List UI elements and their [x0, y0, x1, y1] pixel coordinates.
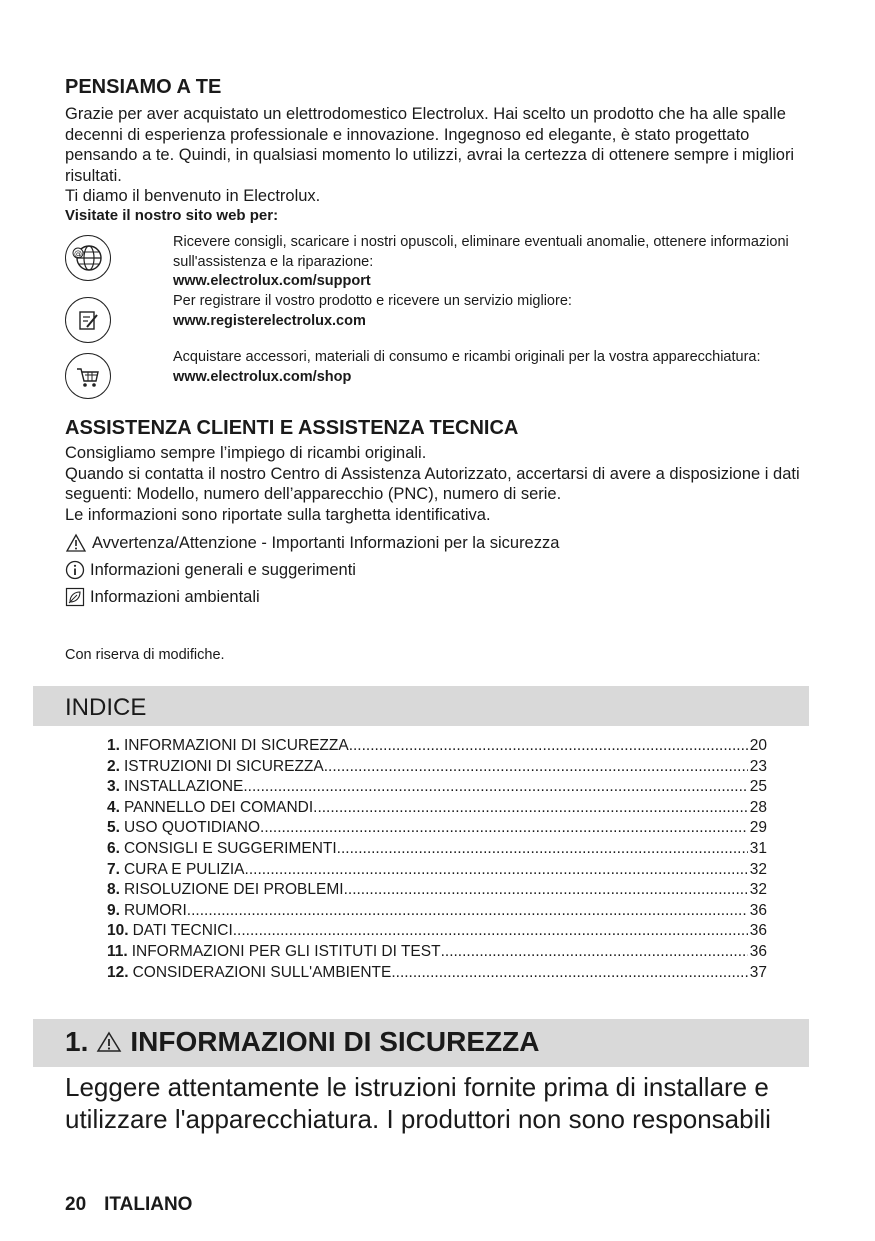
toc-entry-label: RISOLUZIONE DEI PROBLEMI	[123, 881, 344, 899]
web-item-support	[173, 233, 813, 292]
assistance-paragraph: Consigliamo sempre l’impiego di ricambi originali.	[65, 444, 427, 462]
toc-entry-number: 8.	[107, 881, 120, 899]
table-of-contents	[107, 737, 767, 984]
toc-leader-dots	[245, 861, 748, 879]
assistance-text	[65, 443, 825, 525]
toc-leader-dots	[337, 840, 748, 858]
safety-section-number: 1.	[65, 1026, 89, 1057]
web-item-support-text: Ricevere consigli, scaricare i nostri opuscoli, eliminare eventuali anomalie, ottenere informazioni sull'assistenza e la riparazione:	[173, 234, 789, 270]
toc-entry-label: PANNELLO DEI COMANDI	[123, 798, 314, 816]
intro-paragraph: Grazie per aver acquistato un elettrodomestico Electrolux. Hai scelto un prodotto che ha alle spalle decenni di esperienza professionale e innovazione. Ingegnoso ed elegante, è stato progettato pensando a te. Quindi, in qualsiasi momento lo utilizzi, avrai la certezza di ottenere sempre i migliori risultati.	[65, 105, 795, 185]
web-item-shop-text: Acquistare accessori, materiali di consumo e ricambi originali per la vostra apparecchiatura:	[173, 349, 761, 365]
page-number: 20	[65, 1194, 87, 1215]
toc-entry-page: 37	[749, 963, 767, 981]
legend-environment	[65, 587, 260, 607]
toc-entry-page: 32	[749, 881, 767, 899]
toc-entry[interactable]	[107, 964, 767, 985]
toc-entry-label: CONSIGLI E SUGGERIMENTI	[123, 839, 337, 857]
toc-entry-page: 20	[749, 737, 767, 754]
toc-leader-dots	[187, 902, 748, 920]
legend-environment-text: Informazioni ambientali	[90, 587, 260, 606]
legend-warning-text: Avvertenza/Attenzione - Importanti Informazioni per la sicurezza	[92, 533, 560, 552]
shop-link[interactable]: www.electrolux.com/shop	[173, 368, 352, 385]
safety-intro-text: Leggere attentamente le istruzioni fornite prima di installare e utilizzare l'apparecchiatura. I produttori non sono responsabili	[65, 1072, 771, 1134]
toc-entry[interactable]	[107, 778, 767, 799]
section-title-assistance: ASSISTENZA CLIENTI E ASSISTENZA TECNICA	[65, 417, 519, 439]
toc-entry[interactable]	[107, 902, 767, 923]
toc-leader-dots	[441, 943, 748, 961]
info-icon	[65, 560, 85, 580]
toc-entry-label: RUMORI	[123, 901, 187, 919]
toc-entry-label: DATI TECNICI	[132, 922, 233, 940]
safety-section-label: INFORMAZIONI DI SICUREZZA	[130, 1026, 540, 1057]
toc-entry[interactable]	[107, 943, 767, 964]
toc-entry-number: 5.	[107, 819, 120, 837]
toc-entry-label: CURA E PULIZIA	[123, 860, 245, 878]
toc-entry-number: 3.	[107, 778, 120, 796]
assistance-paragraph: Le informazioni sono riportate sulla targhetta identificativa.	[65, 505, 491, 524]
svg-text:@: @	[74, 249, 82, 258]
toc-entry-label: INSTALLAZIONE	[123, 778, 244, 796]
toc-entry[interactable]	[107, 737, 767, 758]
toc-leader-dots	[233, 922, 748, 940]
toc-entry-label: CONSIDERAZIONI SULL'AMBIENTE	[132, 963, 392, 981]
toc-entry[interactable]	[107, 922, 767, 943]
web-item-register	[173, 292, 813, 331]
footer-language: ITALIANO	[104, 1194, 193, 1215]
toc-entry-page: 36	[749, 922, 767, 940]
toc-entry-number: 11.	[107, 942, 128, 960]
toc-entry-page: 36	[749, 901, 767, 919]
support-link[interactable]: www.electrolux.com/support	[173, 273, 371, 289]
reserve-note: Con riserva di modifiche.	[65, 647, 225, 663]
toc-entry[interactable]	[107, 861, 767, 882]
toc-entry[interactable]	[107, 799, 767, 820]
web-item-register-text: Per registrare il vostro prodotto e ricevere un servizio migliore:	[173, 293, 572, 309]
intro-text	[65, 104, 805, 207]
toc-leader-dots	[349, 737, 748, 755]
toc-entry-label: INFORMAZIONI PER GLI ISTITUTI DI TEST	[131, 942, 441, 960]
toc-entry-number: 2.	[107, 757, 120, 775]
toc-entry-number: 12.	[107, 963, 129, 981]
toc-leader-dots	[324, 758, 748, 776]
warning-triangle-icon	[65, 533, 87, 553]
visit-website-label: Visitate il nostro sito web per:	[65, 207, 279, 224]
toc-entry-number: 6.	[107, 839, 120, 857]
toc-entry-page: 31	[749, 839, 767, 857]
toc-entry-page: 25	[749, 778, 767, 796]
register-link[interactable]: www.registerelectrolux.com	[173, 312, 366, 329]
shopping-cart-icon	[65, 353, 111, 399]
toc-leader-dots	[260, 819, 748, 837]
warning-triangle-icon	[96, 1030, 122, 1054]
toc-entry-label: INFORMAZIONI DI SICUREZZA	[123, 737, 349, 754]
welcome-paragraph: Ti diamo il benvenuto in Electrolux.	[65, 187, 321, 205]
toc-leader-dots	[344, 881, 748, 899]
toc-entry[interactable]	[107, 819, 767, 840]
toc-entry[interactable]	[107, 881, 767, 902]
legend-info	[65, 560, 356, 580]
assistance-paragraph: Quando si contatta il nostro Centro di Assistenza Autorizzato, accertarsi di avere a disposizione i dati seguenti: Modello, numero dell’apparecchio (PNC), numero di serie.	[65, 464, 800, 503]
web-globe-icon	[65, 235, 111, 281]
toc-entry-page: 29	[749, 819, 767, 837]
toc-entry-label: ISTRUZIONI DI SICUREZZA	[123, 757, 324, 775]
toc-leader-dots	[313, 799, 748, 817]
toc-entry-number: 9.	[107, 901, 120, 919]
toc-entry-page: 28	[749, 798, 767, 816]
safety-section-title	[65, 1026, 539, 1058]
environment-leaf-icon	[65, 587, 85, 607]
toc-entry-page: 36	[749, 942, 767, 960]
legend-warning	[65, 533, 559, 553]
toc-entry-page: 23	[749, 757, 767, 775]
web-item-shop	[173, 348, 813, 387]
register-product-icon	[65, 297, 111, 343]
legend-info-text: Informazioni generali e suggerimenti	[90, 560, 356, 579]
index-title: INDICE	[65, 694, 147, 721]
page-footer	[65, 1194, 192, 1216]
toc-entry-number: 1.	[107, 737, 120, 754]
toc-entry-number: 4.	[107, 798, 120, 816]
section-title-thinking-of-you: PENSIAMO A TE	[65, 76, 222, 98]
toc-entry-label: USO QUOTIDIANO	[123, 819, 261, 837]
toc-entry[interactable]	[107, 758, 767, 779]
toc-leader-dots	[391, 964, 747, 982]
toc-leader-dots	[243, 778, 747, 796]
toc-entry[interactable]	[107, 840, 767, 861]
toc-entry-page: 32	[749, 860, 767, 878]
toc-entry-number: 7.	[107, 860, 120, 878]
toc-entry-number: 10.	[107, 922, 129, 940]
index-header-bar	[33, 686, 809, 726]
